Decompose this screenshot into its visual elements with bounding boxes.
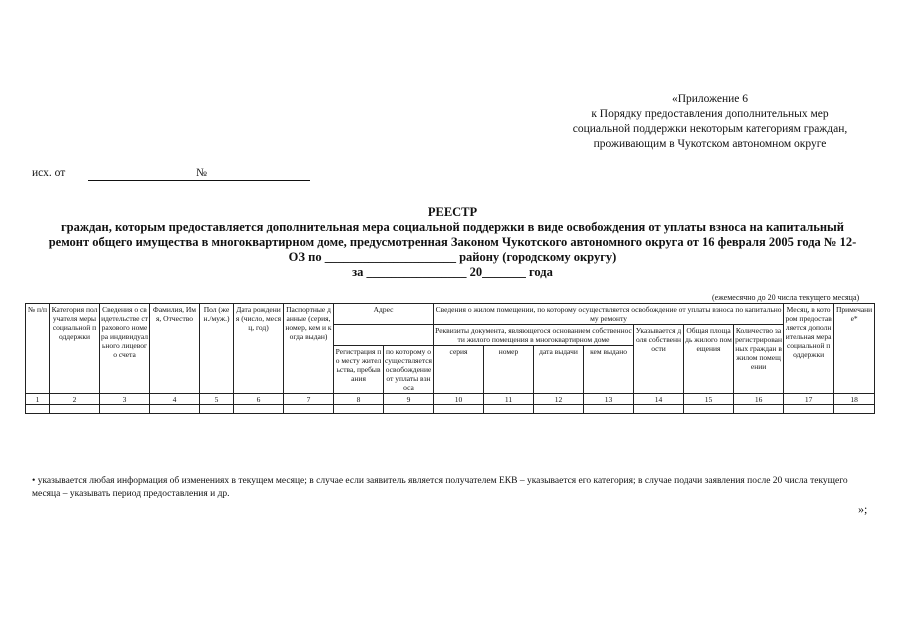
header-share: Указывается доля собственности [634,325,684,394]
title-line: граждан, которым предоставляется дополнительная мера социальной поддержки в виде освобождения от уплаты взноса на капитальный [61,220,844,234]
col-number: 17 [784,394,834,405]
header-number: номер [484,346,534,394]
col-number: 10 [434,394,484,405]
header-addr-reg: Регистрация по месту жительства, пребывания [334,346,384,394]
table-row [26,405,875,414]
monthly-note: (ежемесячно до 20 числа текущего месяца) [712,293,860,302]
header-category: Категория получателя меры социальной поддержки [50,304,100,394]
header-passport: Паспортные данные (серия, номер, кем и когда выдан) [284,304,334,394]
ref-underline [88,180,310,181]
appendix-block [560,92,860,152]
header-series: серия [434,346,484,394]
header-addr-exempt: по которому осуществляется освобождение от уплаты взноса [385,347,432,392]
col-number: 11 [484,394,534,405]
col-number: 13 [584,394,634,405]
header-month: Месяц, в котором предоставляется дополнительная мера социальной поддержки [784,304,834,394]
col-number: 18 [834,394,875,405]
col-number: 14 [634,394,684,405]
col-number: 15 [684,394,734,405]
col-number: 7 [284,394,334,405]
col-number: 9 [384,394,434,405]
appendix-line: к Порядку предоставления дополнительных мер [591,108,829,120]
registry-table [25,303,875,414]
header-area: Общая площадь жилого помещения [684,325,734,394]
title-line: ремонт общего имущества в многоквартирном доме, предусмотренная Законом Чукотского автономного округа от 16 февраля 2005 года № 12- [48,235,857,249]
header-fio: Фамилия, Имя, Отчество [150,304,200,394]
col-number: 4 [150,394,200,405]
col-number: 12 [534,394,584,405]
header-issued-by: кем выдано [584,346,634,394]
title-line: за ________________ 20_______ года [352,265,553,279]
header-address-spacer [334,325,434,346]
col-number: 6 [234,394,284,405]
header-address: Адрес [334,304,434,325]
header-remark: Примечание* [834,304,875,394]
col-number: 3 [100,394,150,405]
appendix-line: проживающим в Чукотском автономном округе [593,138,827,150]
header-housing: Сведения о жилом помещении, по которому осуществляется освобождение от уплаты взноса по капитальному ремонту [434,304,784,325]
header-issue-date: дата выдачи [534,346,584,394]
header-doc: Реквизиты документа, являющегося основанием собственности жилого помещения в многоквартирном доме [435,326,632,344]
header-sex: Пол (жен./муж.) [200,304,234,394]
col-number: 16 [734,394,784,405]
header-num: № п/п [26,304,50,394]
closing-quote: »; [858,502,868,516]
footnote: • указывается любая информация об изменениях в текущем месяце; в случае если заявитель является получателем ЕКВ – указывается его категория; в случае подачи заявления после 20 числа текущего месяца – указывать период предоставления и др. [32,476,848,499]
ref-label: исх. от [32,167,66,179]
header-certificate: Сведения о свидетельстве страхового номера индивидуального лицевого счета [100,304,150,394]
col-number: 8 [334,394,384,405]
title-line: ОЗ по _____________________ району (городскому округу) [288,250,617,264]
col-number: 1 [26,394,50,405]
appendix-line: «Приложение 6 [671,93,749,105]
col-number: 2 [50,394,100,405]
title-heading: РЕЕСТР [427,205,478,219]
appendix-line: социальной поддержки некоторым категориям граждан, [572,123,848,135]
header-birth: Дата рождения (число, месяц, год) [234,304,284,394]
ref-number-sign: № [196,167,207,179]
header-count: Количество зарегистрированных граждан в жилом помещении [734,325,784,394]
document-title [25,205,880,280]
col-number: 5 [200,394,234,405]
